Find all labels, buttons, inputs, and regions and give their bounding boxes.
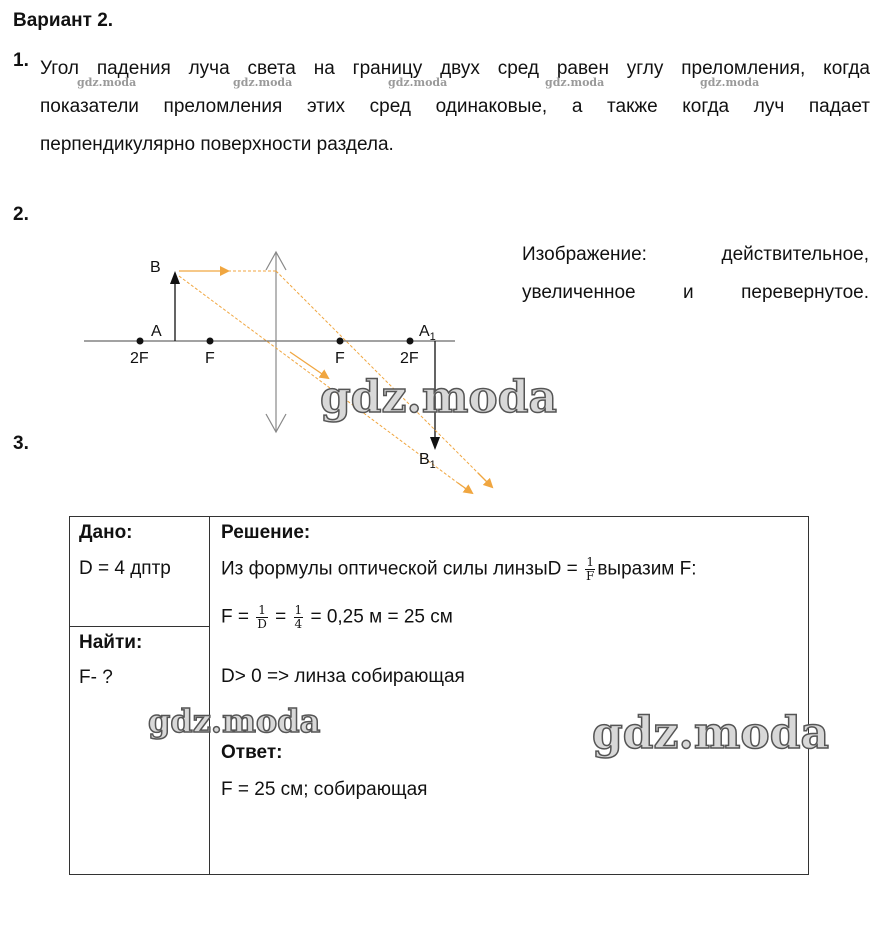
focal-point-2F-left [137,338,144,345]
label-A1 [419,323,436,343]
calc-fraction-2-den: 4 [294,617,303,631]
watermark-small: gdz.moda [233,76,293,89]
label-2F-left: 2F [130,350,149,367]
label-B1-sub: 1 [429,459,436,472]
object-arrow-head [170,271,180,284]
answer-value: F = 25 см; собирающая [221,779,428,800]
formula-text-before: Из формулы оптической силы линзыD = [221,558,583,580]
question-1-line-2: показатели преломления этих сред одинаковые, а также когда луч падает [40,96,870,117]
page-title: Вариант 2. [13,10,114,31]
watermark-big: gdz.moda [320,372,558,423]
formula-fraction [585,556,595,583]
conclusion: D> 0 => линза собирающая [221,666,465,687]
formula-fraction-den: F [585,569,595,583]
focal-point-F-left [207,338,214,345]
given-find-divider [69,626,210,627]
label-B: B [150,259,161,276]
calc-fraction-1 [256,604,268,631]
answer-header: Ответ: [221,742,283,763]
label-A: A [151,323,162,340]
watermark-big: gdz.moda [148,702,321,740]
focal-point-F-right [337,338,344,345]
calc-result: = 0,25 м = 25 см [305,606,453,628]
question-1-number: 1. [13,50,29,71]
question-3-number: 3. [13,433,29,454]
calc-F: F = [221,606,255,628]
label-F-right: F [335,350,345,367]
watermark-small: gdz.moda [388,76,448,89]
label-F-left: F [205,350,215,367]
calc-fraction-1-num: 1 [258,603,266,617]
calculation-line [221,604,453,631]
formula-line [221,556,697,583]
watermark-big: gdz.moda [592,708,830,759]
calc-fraction-2-num: 1 [294,603,303,617]
label-A1-sub: 1 [429,331,436,344]
question-2-answer-line-2: увеличенное и перевернутое. [522,282,869,303]
watermark-small: gdz.moda [700,76,760,89]
given-header: Дано: [79,522,133,543]
find-value: F- ? [79,667,113,688]
watermark-small: gdz.moda [77,76,137,89]
ray-center-head [458,483,472,493]
question-1-line-3: перпендикулярно поверхности раздела. [40,134,394,155]
calc-eq: = [269,606,292,628]
find-header: Найти: [79,632,143,653]
question-1-line-1: Угол падения луча света на границу двух сред равен углу преломления, когда [40,58,870,79]
solution-header: Решение: [221,522,311,543]
label-A1-main: A [419,323,430,340]
formula-fraction-num: 1 [586,555,594,569]
focal-point-2F-right [407,338,414,345]
image-arrow-head [430,437,440,450]
question-2-answer-line-1: Изображение: действительное, [522,244,869,265]
formula-text-after: выразим F: [597,558,697,580]
label-B1-main: B [419,451,430,468]
calc-fraction-2 [294,604,304,631]
question-2-number: 2. [13,204,29,225]
calc-fraction-1-den: D [257,617,267,631]
label-B1 [419,451,436,471]
label-2F-right: 2F [400,350,419,367]
ray-refracted-head [478,473,492,487]
given-value: D = 4 дптр [79,558,171,579]
watermark-small: gdz.moda [545,76,605,89]
